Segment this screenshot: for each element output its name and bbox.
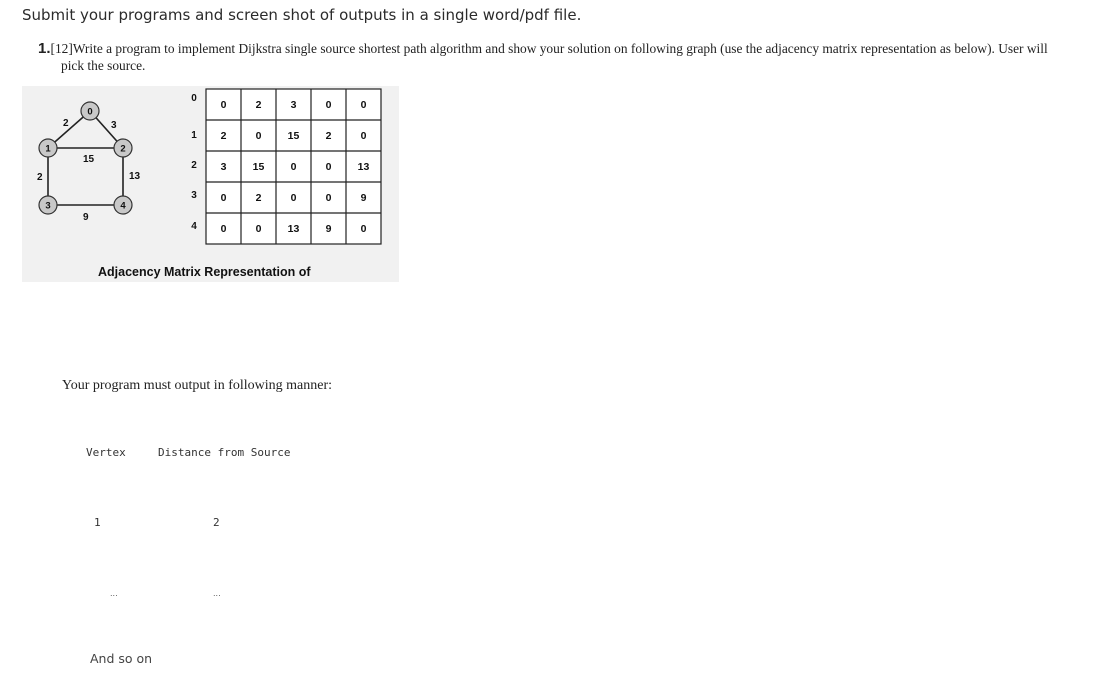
matrix-cell: 2 (220, 130, 227, 142)
matrix-row-label-0: 0 (191, 93, 197, 104)
output-header-vertex: Vertex (86, 446, 126, 459)
question-number: 1. (38, 40, 51, 57)
matrix-cell: 0 (360, 223, 367, 235)
matrix-row-label-3: 3 (191, 190, 197, 201)
graph-node-label: 0 (87, 106, 93, 118)
matrix-cell: 0 (325, 99, 332, 111)
question-1 (38, 40, 1100, 74)
question-line-1 (38, 40, 1100, 57)
matrix-cell: 0 (220, 99, 227, 111)
edge-weight-3-4: 9 (83, 212, 89, 223)
edge-weight-1-2: 15 (83, 154, 95, 165)
output-header-distance: Distance from Source (158, 446, 291, 459)
matrix-cell: 2 (255, 192, 262, 204)
output-ellipsis-vertex: ... (110, 589, 118, 598)
output-ellipsis-distance: ... (213, 589, 221, 598)
graph-figure (22, 86, 399, 282)
matrix-cell: 13 (357, 161, 370, 173)
graph-node-0 (81, 102, 99, 120)
matrix-cell: 0 (325, 192, 332, 204)
matrix-cell: 0 (255, 223, 262, 235)
matrix-cell: 15 (252, 161, 265, 173)
output-sample-distance: 2 (213, 516, 220, 529)
output-instruction: Your program must output in following manner: (62, 378, 333, 393)
graph-node-2 (114, 139, 132, 157)
matrix-cell: 15 (287, 130, 300, 142)
matrix-cell: 0 (360, 99, 367, 111)
question-text: [12]Write a program to implement Dijkstra single source shortest path algorithm and show your solution on following graph (use the adjacency matrix representation as below). User will (50, 41, 1048, 56)
matrix-cell: 0 (290, 192, 297, 204)
matrix-cell: 3 (290, 99, 297, 111)
matrix-row-labels (191, 93, 197, 232)
edge-weight-0-2: 3 (111, 120, 117, 131)
graph-node-label: 1 (45, 143, 51, 155)
matrix-cell: 0 (255, 130, 262, 142)
graph-figure-svg (22, 86, 399, 282)
graph-node-4 (114, 196, 132, 214)
matrix-cell: 0 (220, 192, 227, 204)
edge-weight-1-3: 2 (37, 172, 43, 183)
graph-node-label: 2 (120, 143, 126, 155)
graph-node-3 (39, 196, 57, 214)
graph-node-label: 4 (120, 200, 126, 212)
matrix-cell: 9 (360, 192, 367, 204)
graph-node-1 (39, 139, 57, 157)
matrix-cell: 2 (325, 130, 332, 142)
figure-caption: Adjacency Matrix Representation of (98, 265, 311, 279)
matrix-cell: 0 (360, 130, 367, 142)
matrix-cell: 13 (287, 223, 300, 235)
graph-node-label: 3 (45, 200, 51, 212)
matrix-cell: 3 (220, 161, 227, 173)
question-text-continued: pick the source. (61, 58, 146, 73)
matrix-row-label-1: 1 (191, 130, 197, 141)
matrix-cell: 0 (325, 161, 332, 173)
matrix-row-label-2: 2 (191, 160, 197, 171)
matrix-cell: 0 (220, 223, 227, 235)
edge-weight-2-4: 13 (129, 171, 141, 182)
matrix-row-label-4: 4 (191, 221, 197, 232)
matrix-cell: 9 (325, 223, 332, 235)
assignment-heading: Submit your programs and screen shot of outputs in a single word/pdf file. (22, 6, 582, 24)
output-sample-vertex: 1 (94, 516, 101, 529)
output-footer: And so on (90, 651, 153, 666)
matrix-cell: 0 (290, 161, 297, 173)
edge-weight-0-1: 2 (63, 118, 69, 129)
matrix-cell: 2 (255, 99, 262, 111)
